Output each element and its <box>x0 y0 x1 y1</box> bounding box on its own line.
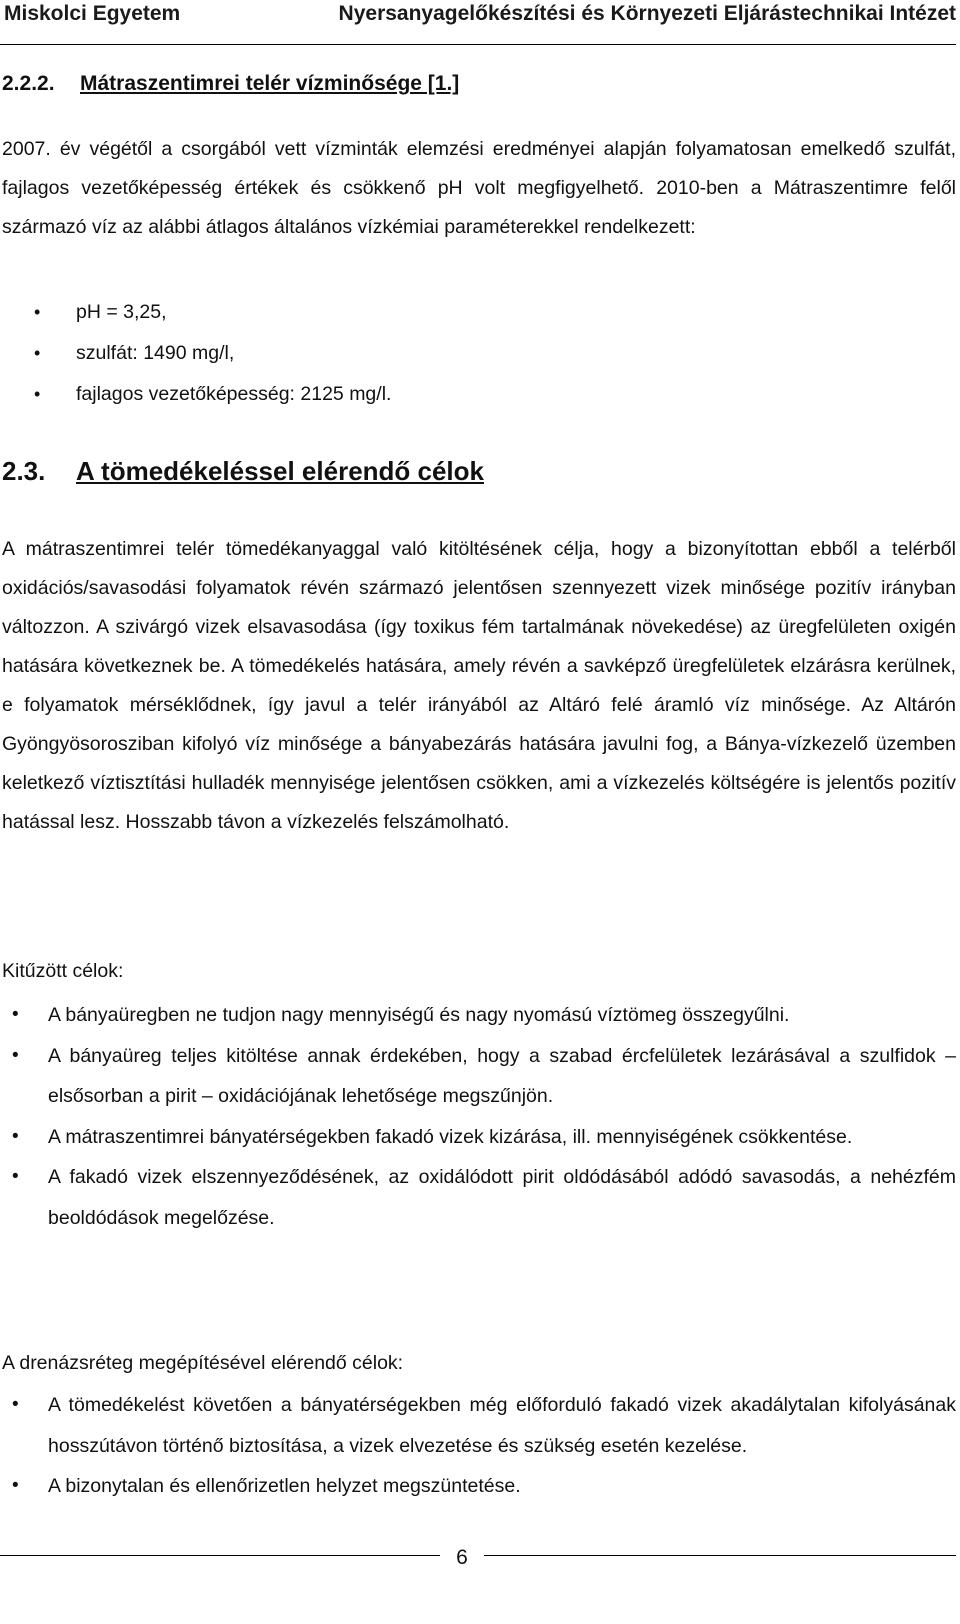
section-heading-2-2-2 <box>2 72 459 96</box>
goal-item: • A mátraszentimrei bányatérségekben fakadó vizek kizárása, ill. mennyiségének csökkentése. <box>0 1117 956 1158</box>
goals-label: Kitűzött célok: <box>2 960 124 982</box>
goal-item: • A bányaüreg teljes kitöltése annak érdekében, hogy a szabad ércfelületek lezárásával a szulfidok – elsősorban a pirit – oxidációjának lehetősége megszűnjön. <box>0 1036 956 1117</box>
header-institute: Nyersanyagelőkészítési és Környezeti Eljárástechnikai Intézet <box>338 2 956 25</box>
drainage-item: • A bizonytalan és ellenőrizetlen helyzet megszüntetése. <box>0 1466 956 1507</box>
section-number: 2.2.2. <box>2 72 55 95</box>
section-title: A tömedékeléssel elérendő célok <box>76 456 485 486</box>
goal-item: • A fakadó vizek elszennyeződésének, az oxidálódott pirit oldódásából adódó savasodás, a nehézfém beoldódások megelőzése. <box>0 1157 956 1238</box>
goals-list <box>0 995 956 1238</box>
header-university: Miskolci Egyetem <box>4 2 181 25</box>
parameter-list <box>34 292 391 415</box>
section-number: 2.3. <box>2 456 46 486</box>
main-paragraph: A mátraszentimrei telér tömedékanyaggal való kitöltésének célja, hogy a bizonyítottan ebből a telérből oxidációs/savasodási folyamatok révén származó jelentősen szennyezett vizek minősége pozitív irányban változzon. A szivárgó vizek elsavasodása (így toxikus fém tartalmának növekedése) az üregfelületen oxigén hatására következnek be. A tömedékelés hatására, amely révén a savképző üregfelületek elzárásra kerülnek, e folyamatok mérséklődnek, így javul a telér irányából az Altáró felé áramló víz minősége. Az Altárón Gyöngyösorosziban kifolyó víz minősége a bányabezárás hatására javulni fog, a Bánya-vízkezelő üzemben keletkező víztisztítási hulladék mennyisége jelentősen csökken, ami a vízkezelés költségére is jelentős pozitív hatással lesz. Hosszabb távon a vízkezelés felszámolható. <box>2 538 956 833</box>
intro-paragraph: 2007. év végétől a csorgából vett vízminták elemzési eredményei alapján folyamatosan emelkedő szulfát, fajlagos vezetőképesség értékek és csökkenő pH volt megfigyelhető. 2010-ben a Mátraszentimre felől származó víz az alábbi átlagos általános vízkémiai paraméterekkel rendelkezett: <box>2 138 956 238</box>
parameter-item: • pH = 3,25, <box>34 292 391 333</box>
drainage-list <box>0 1385 956 1507</box>
page-header <box>0 0 956 45</box>
section-title: Mátraszentimrei telér vízminősége [1.] <box>80 72 460 95</box>
drainage-item: • A tömedékelést követően a bányatérségekben még előforduló fakadó vizek akadálytalan kifolyásának hosszútávon történő biztosítása, a vizek elvezetése és szükség esetén kezelése. <box>0 1385 956 1466</box>
page-number: 6 <box>440 1546 484 1570</box>
section-heading-2-3 <box>2 456 484 487</box>
parameter-item: • szulfát: 1490 mg/l, <box>34 333 391 374</box>
drainage-label: A drenázsréteg megépítésével elérendő célok: <box>2 1352 404 1374</box>
goal-item: • A bányaüregben ne tudjon nagy mennyiségű és nagy nyomású víztömeg összegyűlni. <box>0 995 956 1036</box>
parameter-item: • fajlagos vezetőképesség: 2125 mg/l. <box>34 374 391 415</box>
